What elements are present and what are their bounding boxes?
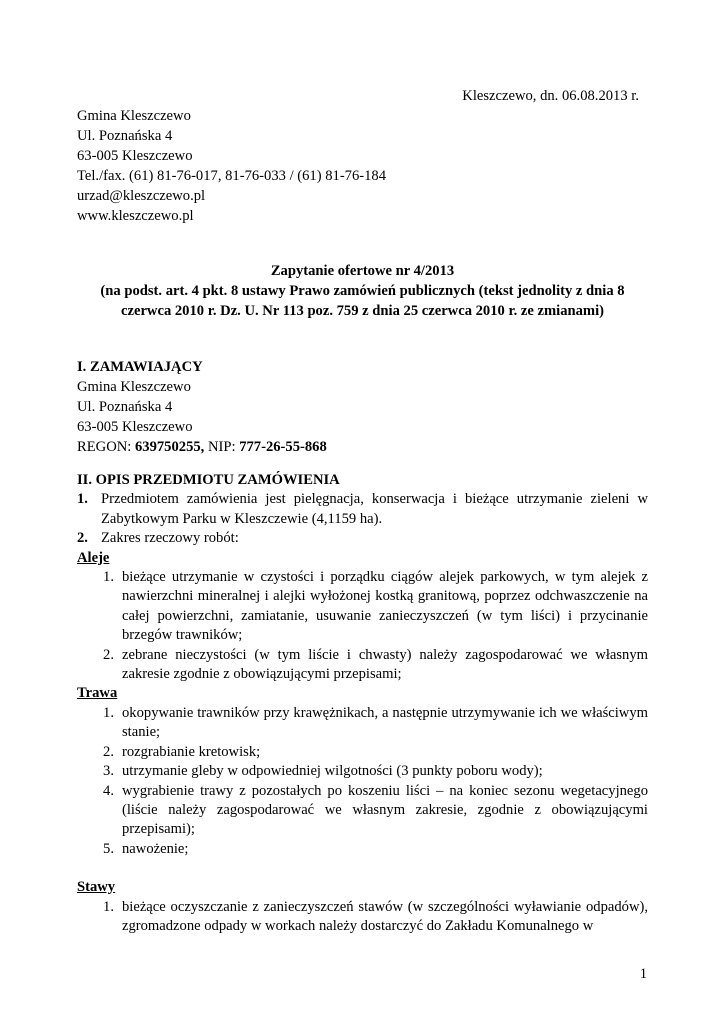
item-text: Zakres rzeczowy robót: <box>101 530 239 547</box>
sender-email: urzad@kleszczewo.pl <box>77 188 206 204</box>
item-number: 1. <box>103 704 114 721</box>
item-text: zebrane nieczystości (w tym liście i chwasty) należy zagospodarować we własnym zakresie zgodnie z obowiązującymi przepisami; <box>122 646 648 683</box>
item-number: 2. <box>103 646 114 663</box>
title-main: Zapytanie ofertowe nr 4/2013 <box>270 263 455 279</box>
sender-line: Ul. Poznańska 4 <box>77 128 173 144</box>
item-text: okopywanie trawników przy krawężnikach, a następnie utrzymywanie ich we właściwym stanie; <box>122 704 648 741</box>
item-number: 4. <box>103 782 114 799</box>
item-text: utrzymanie gleby w odpowiedniej wilgotności (3 punkty poboru wody); <box>122 763 543 780</box>
authority-line: Ul. Poznańska 4 <box>77 399 173 415</box>
regon-label: REGON: <box>77 439 135 455</box>
list-item <box>77 743 648 762</box>
item-text: rozgrabianie kretowisk; <box>122 743 261 760</box>
sender-website: www.kleszczewo.pl <box>77 208 194 224</box>
authority-line: Gmina Kleszczewo <box>77 379 191 395</box>
item-text: bieżące oczyszczanie z zanieczyszczeń stawów (w szczególności wyławianie odpadów), zgromadzone odpady w workach należy dostarczyć do Zakładu Komunalnego w <box>122 898 648 934</box>
list-item <box>77 704 648 743</box>
authority-line: 63-005 Kleszczewo <box>77 419 193 435</box>
page-number: 1 <box>639 966 647 982</box>
nip-label: NIP: <box>204 439 240 455</box>
subsection-heading-aleje: Aleje <box>77 549 110 566</box>
list-item <box>77 762 648 781</box>
item-text: wygrabienie trawy z pozostałych po koszeniu liści – na koniec sezonu wegetacyjnego (liście należy zagospodarować we własnym zakresie, zgodnie z obowiązującymi przepisami); <box>122 782 648 838</box>
section-heading: II. OPIS PRZEDMIOTU ZAMÓWIENIA <box>77 472 340 488</box>
authority-ids <box>77 437 327 457</box>
spacer <box>77 859 648 878</box>
document-date: Kleszczewo, dn. 06.08.2013 r. <box>462 88 639 104</box>
item-number: 1. <box>103 898 114 915</box>
item-number: 1. <box>77 491 88 508</box>
item-number: 2. <box>103 743 114 760</box>
title-legal-basis: (na podst. art. 4 pkt. 8 ustawy Prawo zamówień publicznych (tekst jednolity z dnia 8 czerwca 2010 r. Dz. U. Nr 113 poz. 759 z dnia 25 czerwca 2010 r. ze zmianami) <box>100 283 625 319</box>
item-number: 1. <box>103 569 114 586</box>
numbered-item <box>77 529 648 548</box>
item-text: Przedmiotem zamówienia jest pielęgnacja, konserwacja i bieżące utrzymanie zieleni w Zabytkowym Parku w Kleszczewie (4,1159 ha). <box>101 491 648 527</box>
sender-phone: Tel./fax. (61) 81-76-017, 81-76-033 / (61) 81-76-184 <box>77 168 387 184</box>
regon-value: 639750255, <box>134 439 205 455</box>
list-item <box>77 646 648 685</box>
subsection-heading-stawy: Stawy <box>77 879 116 896</box>
nip-value: 777-26-55-868 <box>239 439 327 455</box>
section-contracting-authority <box>77 357 327 457</box>
list-item <box>77 840 648 859</box>
sender-line: 63-005 Kleszczewo <box>77 148 193 164</box>
item-number: 3. <box>103 763 114 780</box>
item-text: bieżące utrzymanie w czystości i porządku ciągów alejek parkowych, w tym alejek z nawierzchni mineralnej i alejki wyłożonej kostką granitową, poprzez odchwaszczenie na całej powierzchni, zamiatanie, usuwanie zanieczyszczeń (w tym liści) i przycinanie brzegów trawników; <box>122 569 648 644</box>
item-number: 5. <box>103 840 114 857</box>
item-number: 2. <box>77 530 88 547</box>
section-heading: I. ZAMAWIAJĄCY <box>77 359 203 375</box>
document-title <box>77 261 648 321</box>
section-order-description <box>77 471 648 936</box>
item-text: nawożenie; <box>122 840 189 857</box>
sender-line: Gmina Kleszczewo <box>77 108 191 124</box>
sender-address-block <box>77 106 386 226</box>
list-item <box>77 782 648 840</box>
numbered-item <box>77 490 648 529</box>
subsection-heading-trawa: Trawa <box>77 685 118 702</box>
list-item <box>77 898 648 937</box>
list-item <box>77 568 648 646</box>
